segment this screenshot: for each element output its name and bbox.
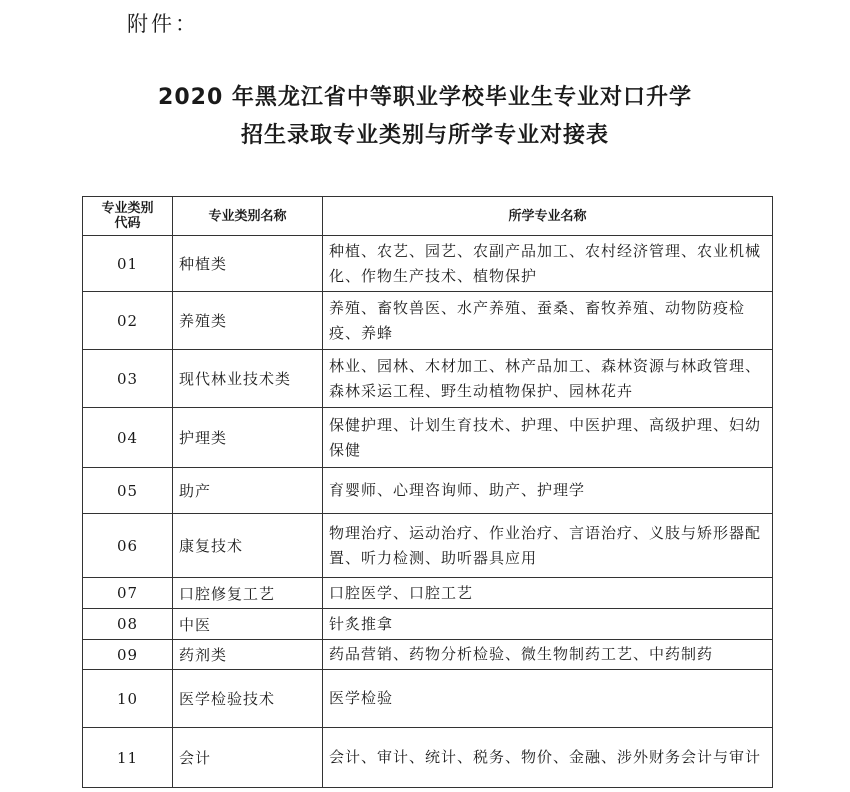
table-row — [83, 292, 773, 350]
category-name: 中医 — [173, 609, 323, 640]
table-row — [83, 350, 773, 408]
category-code: 10 — [83, 670, 173, 728]
major-names: 针炙推拿 — [323, 609, 773, 640]
category-code: 08 — [83, 609, 173, 640]
category-name: 养殖类 — [173, 292, 323, 350]
document-title-line-1: 2020 年黑龙江省中等职业学校毕业生专业对口升学 — [158, 85, 692, 110]
table-row — [83, 408, 773, 468]
major-names: 育婴师、心理咨询师、助产、护理学 — [323, 468, 773, 514]
category-code: 07 — [83, 578, 173, 609]
major-names: 口腔医学、口腔工艺 — [323, 578, 773, 609]
category-code: 03 — [83, 350, 173, 408]
major-names: 养殖、畜牧兽医、水产养殖、蚕桑、畜牧养殖、动物防疫检疫、养蜂 — [323, 292, 773, 350]
category-name: 护理类 — [173, 408, 323, 468]
header-major-names: 所学专业名称 — [323, 197, 773, 236]
category-code: 02 — [83, 292, 173, 350]
header-code-line-2: 代码 — [114, 216, 141, 231]
header-category-code — [83, 197, 173, 236]
category-code: 05 — [83, 468, 173, 514]
major-names: 药品营销、药物分析检验、微生物制药工艺、中药制药 — [323, 640, 773, 670]
major-mapping-table — [82, 196, 773, 788]
table-row — [83, 578, 773, 609]
header-category-name: 专业类别名称 — [173, 197, 323, 236]
table-row — [83, 609, 773, 640]
category-name: 助产 — [173, 468, 323, 514]
table-row — [83, 640, 773, 670]
category-name: 医学检验技术 — [173, 670, 323, 728]
category-name: 药剂类 — [173, 640, 323, 670]
major-names: 林业、园林、木材加工、林产品加工、森林资源与林政管理、森林采运工程、野生动植物保护、园林花卉 — [323, 350, 773, 408]
table-row — [83, 670, 773, 728]
table-row — [83, 236, 773, 292]
table-row — [83, 468, 773, 514]
category-name: 现代林业技术类 — [173, 350, 323, 408]
table-row — [83, 514, 773, 578]
major-names: 医学检验 — [323, 670, 773, 728]
major-names: 保健护理、计划生育技术、护理、中医护理、高级护理、妇幼保健 — [323, 408, 773, 468]
category-code: 01 — [83, 236, 173, 292]
category-code: 09 — [83, 640, 173, 670]
major-names: 会计、审计、统计、税务、物价、金融、涉外财务会计与审计 — [323, 728, 773, 788]
category-name: 口腔修复工艺 — [173, 578, 323, 609]
major-names: 物理治疗、运动治疗、作业治疗、言语治疗、义肢与矫形器配置、听力检测、助听器具应用 — [323, 514, 773, 578]
category-code: 06 — [83, 514, 173, 578]
header-code-line-1: 专业类别 — [101, 201, 154, 216]
major-names: 种植、农艺、园艺、农副产品加工、农村经济管理、农业机械化、作物生产技术、植物保护 — [323, 236, 773, 292]
category-code: 11 — [83, 728, 173, 788]
document-title-line-2: 招生录取专业类别与所学专业对接表 — [240, 123, 609, 148]
category-name: 会计 — [173, 728, 323, 788]
table-header-row — [83, 197, 773, 236]
category-code: 04 — [83, 408, 173, 468]
category-name: 种植类 — [173, 236, 323, 292]
attachment-label: 附件： — [127, 12, 199, 36]
table-row — [83, 728, 773, 788]
category-name: 康复技术 — [173, 514, 323, 578]
